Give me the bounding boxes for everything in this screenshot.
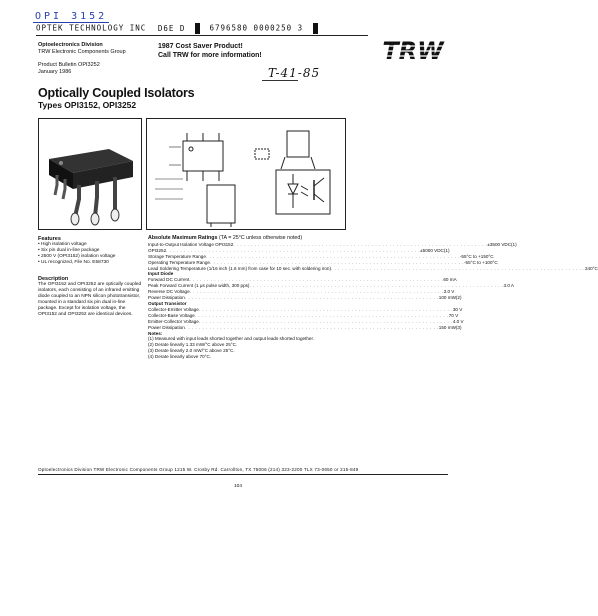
trw-logo-text: TRW bbox=[382, 37, 444, 65]
feature-item: • Six pin dual in-line package bbox=[38, 248, 100, 253]
rating-label: Operating Temperature Range bbox=[148, 259, 210, 265]
leader-dots: . . . . . . . . . . . . . . . . . . . . . . . . . . . . . . . . . . . . . . . . . . . . . . . . . . . . . . . . . . . . . . . . . . . . . . . . bbox=[330, 265, 585, 271]
trw-logo bbox=[380, 37, 446, 65]
promo-line-2: Call TRW for more information! bbox=[158, 52, 262, 59]
division-block bbox=[38, 42, 126, 56]
leader-dots: . . . . . . . . . . . . . . . . . . . . . . . . . . . . . . . . . . . . . . . . . . . . . . . . . . . . . . . . . . . . . . . . . . . . . . . . bbox=[233, 241, 488, 247]
rating-value: 100 mW(2) bbox=[438, 295, 462, 301]
company-line: OPTEK TECHNOLOGY INC bbox=[36, 23, 147, 33]
rating-label: Emitter-Collector Voltage bbox=[148, 318, 199, 324]
features-section bbox=[38, 236, 142, 266]
handwritten-note: T-41-85 bbox=[268, 66, 321, 80]
product-photo bbox=[38, 118, 142, 230]
leader-dots: . . . . . . . . . . . . . . . . . . . . . . . . . . . . . . . . . . . . . . . . . . . . . . . . . . . . . . . . . . . . . . . . . . . . . . . . bbox=[194, 312, 449, 318]
rating-value: 150 mW(3) bbox=[438, 324, 462, 330]
description-heading: Description bbox=[38, 276, 69, 282]
rating-label: Power Dissipation bbox=[148, 324, 185, 330]
bulletin-block bbox=[38, 62, 100, 76]
rating-label: Input-to-Output Isolation Voltage OPI3152 bbox=[148, 241, 234, 247]
leader-dots: . . . . . . . . . . . . . . . . . . . . . . . . . . . . . . . . . . . . . . . . . . . . . . . . . . . . . . . . . . . . . . . . . . . . . . . . bbox=[184, 295, 439, 301]
promo-block bbox=[158, 42, 262, 60]
leader-dots: . . . . . . . . . . . . . . . . . . . . . . . . . . . . . . . . . . . . . . . . . . . . . . . . . . . . . . . . . . . . . . . . . . . . . . . . bbox=[205, 253, 460, 259]
note-item: (2) Derate linearly 1.33 mW/°C above 25°C. bbox=[148, 342, 238, 348]
leader-dots: . . . . . . . . . . . . . . . . . . . . . . . . . . . . . . . . . . . . . . . . . . . . . . . . . . . . . . . . . . . . . . . . . . . . . . . . bbox=[249, 283, 504, 289]
bulletin-date: January 1986 bbox=[38, 69, 72, 75]
rating-label: Input Diode bbox=[148, 271, 174, 277]
doc-number: 6796580 0000250 3 bbox=[209, 23, 304, 33]
notes-heading: Notes: bbox=[148, 330, 163, 336]
page-title: Optically Coupled Isolators bbox=[38, 86, 195, 100]
dip-package-image bbox=[39, 119, 141, 229]
leader-dots: . . . . . . . . . . . . . . . . . . . . . . . . . . . . . . . . . . . . . . . . . . . . . . . . . . . . . . . . . . . . . . . . . . . . . . . . bbox=[198, 318, 453, 324]
rating-value: -55°C to +100°C bbox=[463, 259, 498, 265]
rating-label: Collector-Base Voltage bbox=[148, 312, 195, 318]
rating-label: Reverse DC Voltage bbox=[148, 289, 190, 295]
footer-rule bbox=[38, 474, 448, 475]
footer-address: Optoelectronics Division TRW Electronic Components Group 1215 W. Crosby Rd. Carrollton, TX 75006 (214) 323-2200 TLX 73-0650 or 215-849 bbox=[38, 467, 359, 472]
features-heading: Features bbox=[38, 236, 61, 242]
header-rule bbox=[36, 35, 368, 36]
rating-label: Power Dissipation bbox=[148, 295, 185, 301]
leader-dots: . . . . . . . . . . . . . . . . . . . . . . . . . . . . . . . . . . . . . . . . . . . . . . . . . . . . . . . . . . . . . . . . . . . . . . . . bbox=[198, 306, 453, 312]
blue-stamp: OPI 3152 bbox=[35, 11, 108, 22]
feature-item: • UL recognized, File No. E58730 bbox=[38, 260, 109, 265]
rating-value: ±3500 VDC(1) bbox=[487, 241, 517, 247]
ratings-table bbox=[148, 241, 598, 331]
barcode-bar-icon-2 bbox=[313, 23, 318, 34]
feature-item: • 2500 V (OPI3152) isolation voltage bbox=[38, 254, 116, 259]
page-subtitle: Types OPI3152, OPI3252 bbox=[38, 100, 137, 110]
rating-value: 70 V bbox=[448, 312, 459, 318]
feature-text: 2500 V (OPI3152) isolation voltage bbox=[41, 254, 116, 259]
page-number: 104 bbox=[234, 484, 243, 489]
description-section bbox=[38, 276, 142, 318]
note-item: (4) Derate linearly above 70°C. bbox=[148, 354, 212, 360]
optocoupler-schematic bbox=[270, 164, 336, 222]
rating-label: Collector-Emitter Voltage bbox=[148, 306, 199, 312]
rating-label: Lead Soldering Temperature (1/16 inch (1.6 mm) from case for 10 sec. with soldering iron) bbox=[148, 265, 331, 271]
note-item: (1) Measured with input leads shorted together and output leads shorted together. bbox=[148, 336, 314, 342]
rating-label: Peak Forward Current (1 μs pulse width, 300 pps) bbox=[148, 283, 250, 289]
ratings-section bbox=[148, 235, 598, 360]
handwritten-underline bbox=[262, 80, 298, 81]
rating-value: ±5000 VDC(1) bbox=[420, 247, 450, 253]
rating-label: Storage Temperature Range bbox=[148, 253, 206, 259]
rating-value: 60 mA bbox=[443, 277, 457, 283]
bulletin-number: Product Bulletin OPI3252 bbox=[38, 62, 100, 68]
promo-line-1: 1987 Cost Saver Product! bbox=[158, 43, 243, 50]
leader-dots: . . . . . . . . . . . . . . . . . . . . . . . . . . . . . . . . . . . . . . . . . . . . . . . . . . . . . . . . . . . . . . . . . . . . . . . . bbox=[189, 277, 444, 283]
schematic-diagram bbox=[270, 164, 336, 222]
feature-text: Six pin dual in-line package bbox=[41, 248, 100, 253]
rating-value: 4.0 V bbox=[452, 318, 464, 324]
rating-row bbox=[148, 324, 462, 331]
rating-label: Output Transistor bbox=[148, 300, 187, 306]
rating-label: Forward DC Current bbox=[148, 277, 190, 283]
rating-label: OPI3252 bbox=[148, 247, 167, 253]
ratings-heading: Absolute Maximum Ratings bbox=[148, 235, 218, 241]
rating-value: 3.0 V bbox=[443, 289, 455, 295]
leader-dots: . . . . . . . . . . . . . . . . . . . . . . . . . . . . . . . . . . . . . . . . . . . . . . . . . . . . . . . . . . . . . . . . . . . . . . . . bbox=[184, 324, 439, 330]
feature-item: • High isolation voltage bbox=[38, 242, 87, 247]
feature-text: UL recognized, File No. E58730 bbox=[41, 260, 109, 265]
header-line bbox=[36, 23, 322, 34]
note-item: (3) Derate linearly 2.0 mW/°C above 25°C. bbox=[148, 348, 235, 354]
leader-dots: . . . . . . . . . . . . . . . . . . . . . . . . . . . . . . . . . . . . . . . . . . . . . . . . . . . . . . . . . . . . . . . . . . . . . . . . bbox=[209, 259, 464, 265]
barcode-bar-icon bbox=[195, 23, 200, 34]
leader-dots: . . . . . . . . . . . . . . . . . . . . . . . . . . . . . . . . . . . . . . . . . . . . . . . . . . . . . . . . . . . . . . . . . . . . . . . . bbox=[166, 247, 421, 253]
leader-dots: . . . . . . . . . . . . . . . . . . . . . . . . . . . . . . . . . . . . . . . . . . . . . . . . . . . . . . . . . . . . . . . . . . . . . . . . bbox=[189, 289, 444, 295]
ratings-heading-note: (TA = 25°C unless otherwise noted) bbox=[218, 235, 303, 241]
feature-text: High isolation voltage bbox=[41, 242, 87, 247]
rating-value: -55°C to +150°C bbox=[459, 253, 494, 259]
header-code: D6E D bbox=[157, 23, 186, 33]
rating-value: 240°C bbox=[585, 265, 598, 271]
rating-value: 3.0 A bbox=[503, 283, 514, 289]
division-parent: TRW Electronic Components Group bbox=[38, 49, 126, 55]
division-name: Optoelectronics Division bbox=[38, 42, 103, 48]
description-text: The OPI3152 and OPI3252 are optically coupled isolators, each consisting of an infrared emitting diode coupled to an NPN silicon phototransistor, mounted in a standard six pin dual in-line package. Except for isolation voltage, the OPI3152 and OPI3252 are identical devices. bbox=[38, 282, 142, 317]
rating-value: 30 V bbox=[452, 306, 463, 312]
